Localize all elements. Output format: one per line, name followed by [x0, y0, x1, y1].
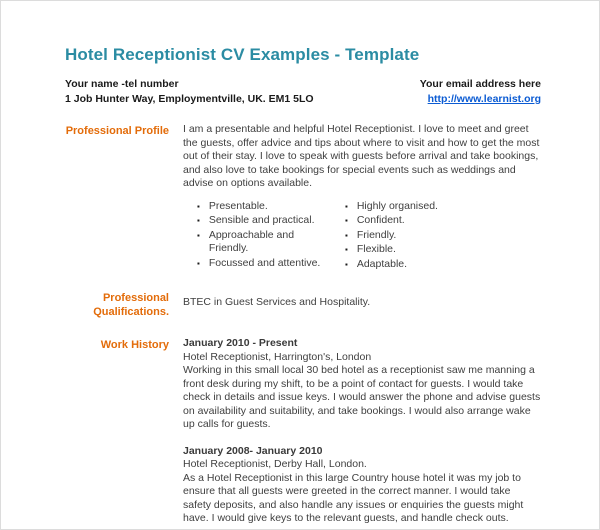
bullet-item: [197, 214, 335, 228]
address-line: 1 Job Hunter Way, Employmentville, UK. EM1 5LO: [65, 93, 314, 105]
website-link[interactable]: http://www.learnist.org: [427, 93, 541, 105]
bullet-label: Focussed and attentive.: [208, 256, 321, 269]
bullet-column-left: [197, 200, 335, 273]
square-bullet-icon: ▪: [345, 230, 348, 240]
job-description: As a Hotel Receptionist in this large Country house hotel it was my job to ensure that all guests were greeted in the correct manner. I would take safety deposits, and also handle any issues or enquiries the guests might have. I would give keys to the relevant guests, and handle check outs.: [183, 471, 524, 524]
bullet-item: [345, 229, 495, 243]
square-bullet-icon: ▪: [345, 259, 348, 269]
contact-left: [65, 77, 314, 107]
profile-body: [183, 123, 541, 272]
square-bullet-icon: ▪: [345, 216, 348, 225]
bullet-label: Confident.: [356, 214, 405, 226]
work-history-label: Work History: [100, 339, 169, 351]
bullet-item: [345, 258, 495, 272]
section-professional-qualifications: [65, 290, 541, 319]
contact-header: [65, 77, 541, 107]
email-placeholder: Your email address here: [419, 78, 541, 90]
bullet-item: [197, 229, 335, 256]
contact-right: [420, 77, 541, 107]
bullet-label: Highly organised.: [356, 199, 438, 212]
bullet-label: Presentable.: [208, 199, 268, 212]
job-description: Working in this small local 30 bed hotel as a receptionist saw me manning a front desk during my shift, to be a point of contact for guests. I would take check in details and issue keys. I would answer the phone and advise guests on availability and suitability, and take bookings. I would also arrange wake up calls for guests.: [183, 364, 541, 430]
square-bullet-icon: ▪: [345, 245, 348, 254]
square-bullet-icon: ▪: [197, 230, 200, 240]
bullet-label: Approachable and Friendly.: [208, 228, 295, 254]
qualifications-label: Professional Qualifications.: [93, 292, 169, 318]
job-title: Hotel Receptionist, Harrington's, London: [183, 350, 372, 363]
job-entry: [183, 445, 541, 526]
work-history-body: [183, 337, 541, 530]
bullet-item: [345, 243, 495, 257]
square-bullet-icon: ▪: [197, 216, 200, 225]
bullet-item: [345, 214, 495, 228]
section-professional-profile: [65, 123, 541, 272]
square-bullet-icon: ▪: [197, 201, 200, 211]
square-bullet-icon: ▪: [345, 201, 348, 211]
cv-content: [1, 1, 599, 530]
name-tel-placeholder: Your name -tel number: [65, 78, 179, 90]
bullet-item: [197, 257, 335, 271]
job-dates: January 2010 - Present: [183, 337, 298, 349]
bullet-label: Friendly.: [356, 228, 397, 241]
square-bullet-icon: ▪: [197, 258, 200, 268]
bullet-column-right: [345, 200, 495, 273]
page-title: Hotel Receptionist CV Examples - Template: [65, 45, 420, 64]
section-work-history: [65, 337, 541, 530]
bullet-label: Sensible and practical.: [208, 214, 315, 226]
job-dates: January 2008- January 2010: [183, 444, 323, 457]
bullet-item: [345, 200, 495, 214]
job-title: Hotel Receptionist, Derby Hall, London.: [183, 458, 367, 470]
bullet-item: [197, 200, 335, 214]
profile-label: Professional Profile: [65, 125, 169, 137]
profile-bullets: [197, 200, 541, 273]
profile-paragraph: I am a presentable and helpful Hotel Receptionist. I love to meet and greet the guests, offer advice and tips about where to visit and how to get the most out of their stay. I love to speak with guests before arrival and take bookings, and also love to take bookings for special events such as weddings and advise on options available.: [183, 123, 540, 189]
bullet-label: Flexible.: [356, 243, 396, 255]
job-entry: [183, 337, 541, 432]
qualifications-body: BTEC in Guest Services and Hospitality.: [183, 296, 371, 308]
bullet-label: Adaptable.: [356, 257, 408, 270]
